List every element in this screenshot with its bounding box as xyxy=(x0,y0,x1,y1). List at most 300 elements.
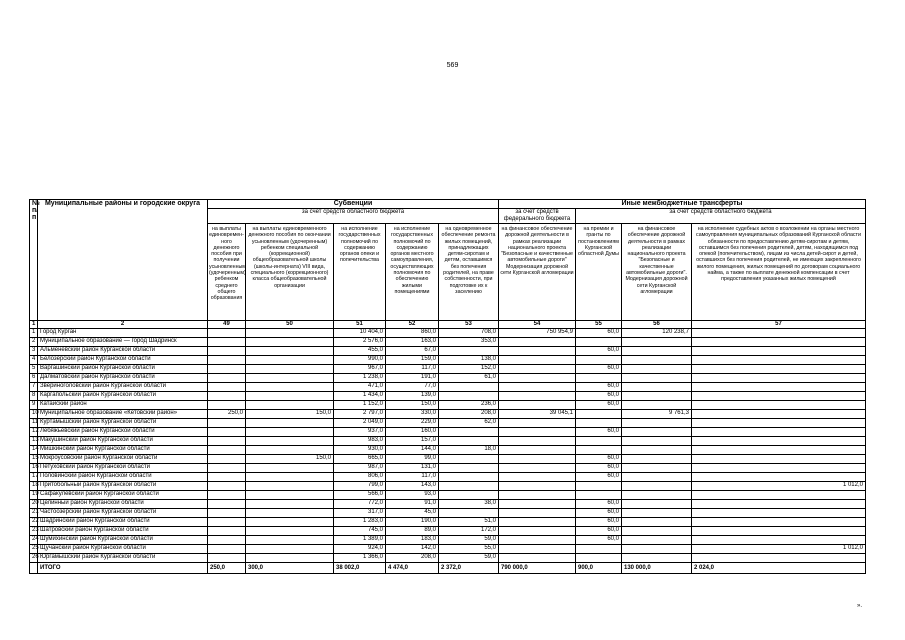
row-value-c55: 60,0 xyxy=(576,518,622,527)
row-value-c56 xyxy=(622,374,692,383)
row-value-c57 xyxy=(692,518,866,527)
row-value-c50 xyxy=(246,491,334,500)
header-desc-50: на выплаты единовременного денежного пособия по окончании усыновленным (удочеренным) ребенком специальной (коррекционной) общеобразовательной школы (школы-интерната) VIII вида, специального (коррекционного) класса общеобразовательной организации xyxy=(246,224,334,321)
row-index: 8 xyxy=(30,392,38,401)
row-value-c49 xyxy=(208,338,246,347)
row-value-c52: 142,0 xyxy=(386,545,439,554)
table-row xyxy=(30,392,866,401)
row-value-c50 xyxy=(246,464,334,473)
row-municipality-name: Половинский район Курганской области xyxy=(38,473,208,482)
row-value-c53: 152,0 xyxy=(439,365,499,374)
row-value-c51: 1 389,0 xyxy=(334,536,386,545)
row-value-c52: 117,0 xyxy=(386,473,439,482)
row-value-c50 xyxy=(246,329,334,338)
header-desc-57: на исполнение судебных актов о возложении на органы местного самоуправления муниципальных образований Курганской области обязанности по предоставлению детям-сиротам и детям, оставшимся без попечения родителей, детям, находящимся под опекой (попечительством), лицам из числа детей-сирот и детей, оставшихся без попечения родителей, не имеющих закрепленного жилого помещения, жилых помещений по договорам социального найма, а также по выплате денежной компенсации в счет предоставления указанных жилых помещений xyxy=(692,224,866,321)
row-value-c49 xyxy=(208,374,246,383)
row-value-c54 xyxy=(499,365,576,374)
row-value-c52: 150,0 xyxy=(386,401,439,410)
row-value-c52: 208,0 xyxy=(386,554,439,563)
total-row xyxy=(30,563,866,574)
row-value-c53: 59,0 xyxy=(439,554,499,563)
row-municipality-name: Шадринский район Курганской области xyxy=(38,518,208,527)
col-number-2: 2 xyxy=(38,321,208,329)
row-value-c49 xyxy=(208,419,246,428)
row-index: 16 xyxy=(30,464,38,473)
row-value-c52: 77,0 xyxy=(386,383,439,392)
row-value-c51: 1 152,0 xyxy=(334,401,386,410)
row-value-c57 xyxy=(692,401,866,410)
header-federal-budget: за счет средств федерального бюджета xyxy=(499,209,576,224)
row-value-c51: 566,0 xyxy=(334,491,386,500)
row-value-c57 xyxy=(692,491,866,500)
total-c52: 4 474,0 xyxy=(386,563,439,574)
row-value-c53 xyxy=(439,482,499,491)
row-value-c56: 9 761,3 xyxy=(622,410,692,419)
table-row xyxy=(30,374,866,383)
row-value-c51: 665,0 xyxy=(334,455,386,464)
row-value-c52: 157,0 xyxy=(386,437,439,446)
row-value-c56 xyxy=(622,545,692,554)
row-value-c56 xyxy=(622,356,692,365)
row-municipality-name: Мишкинский район Курганской области xyxy=(38,446,208,455)
row-value-c52: 229,0 xyxy=(386,419,439,428)
total-c56: 130 000,0 xyxy=(622,563,692,574)
row-value-c57 xyxy=(692,365,866,374)
col-number-57: 57 xyxy=(692,321,866,329)
table-row xyxy=(30,410,866,419)
row-value-c56 xyxy=(622,554,692,563)
budget-table xyxy=(29,199,866,574)
row-value-c52: 191,0 xyxy=(386,374,439,383)
row-value-c54 xyxy=(499,482,576,491)
row-municipality-name: Сафакулевский район Курганской области xyxy=(38,491,208,500)
col-number-1: 1 xyxy=(30,321,38,329)
closing-quote-mark: ». xyxy=(857,603,863,609)
row-value-c53: 208,0 xyxy=(439,410,499,419)
row-value-c49 xyxy=(208,509,246,518)
header-regional-budget-subsidies: за счет средств областного бюджета xyxy=(208,209,499,224)
row-value-c55: 60,0 xyxy=(576,455,622,464)
row-value-c52: 860,0 xyxy=(386,329,439,338)
row-value-c54 xyxy=(499,491,576,500)
row-value-c53 xyxy=(439,509,499,518)
total-c57: 2 024,0 xyxy=(692,563,866,574)
row-value-c50 xyxy=(246,347,334,356)
row-value-c54 xyxy=(499,545,576,554)
row-municipality-name: Щучанский район Курганской области xyxy=(38,545,208,554)
total-index xyxy=(30,563,38,574)
header-desc-54: на финансовое обеспечение дорожной деятельности в рамках реализации национального проекта "Безопасные и качественные автомобильные дороги" Модернизация дорожной сети Курганской агломерации xyxy=(499,224,576,321)
row-value-c57 xyxy=(692,347,866,356)
row-index: 18 xyxy=(30,482,38,491)
row-value-c50 xyxy=(246,338,334,347)
header-desc-53: на одновременное обеспечение ремонта жилых помещений, принадлежащих детям-сиротам и детям, оставшимся без попечения родителей, на праве собственности, при подготовке их к заселению xyxy=(439,224,499,321)
row-value-c56 xyxy=(622,383,692,392)
row-value-c56 xyxy=(622,491,692,500)
row-value-c53: 38,0 xyxy=(439,500,499,509)
row-value-c50 xyxy=(246,473,334,482)
row-value-c57 xyxy=(692,419,866,428)
row-value-c54 xyxy=(499,500,576,509)
row-value-c51: 455,0 xyxy=(334,347,386,356)
row-index: 2 xyxy=(30,338,38,347)
row-value-c57 xyxy=(692,554,866,563)
row-value-c50 xyxy=(246,365,334,374)
row-value-c57 xyxy=(692,473,866,482)
row-municipality-name: Мокроусовский район Курганской области xyxy=(38,455,208,464)
col-number-54: 54 xyxy=(499,321,576,329)
header-subsidies: Субвенции xyxy=(208,200,499,209)
row-value-c51: 937,0 xyxy=(334,428,386,437)
row-value-c55: 60,0 xyxy=(576,383,622,392)
row-value-c53: 138,0 xyxy=(439,356,499,365)
row-municipality-name: Звериноголовский район Курганской области xyxy=(38,383,208,392)
row-value-c52: 163,0 xyxy=(386,338,439,347)
header-desc-52: на исполнение государственных полномочий по содержанию органов местного самоуправления, осуществляющих полномочия по обеспечению жилыми помещениями xyxy=(386,224,439,321)
row-value-c54: 750 954,9 xyxy=(499,329,576,338)
row-value-c53 xyxy=(439,464,499,473)
row-value-c57 xyxy=(692,446,866,455)
row-value-c56 xyxy=(622,401,692,410)
row-value-c55: 60,0 xyxy=(576,392,622,401)
row-value-c51: 10 404,0 xyxy=(334,329,386,338)
row-value-c52: 183,0 xyxy=(386,536,439,545)
row-value-c49 xyxy=(208,473,246,482)
row-value-c51: 987,0 xyxy=(334,464,386,473)
row-value-c52: 89,0 xyxy=(386,527,439,536)
row-value-c56 xyxy=(622,437,692,446)
row-value-c53 xyxy=(439,392,499,401)
row-value-c49 xyxy=(208,329,246,338)
row-value-c51: 1 283,0 xyxy=(334,518,386,527)
row-index: 14 xyxy=(30,446,38,455)
row-value-c50 xyxy=(246,500,334,509)
row-value-c53: 59,0 xyxy=(439,536,499,545)
row-value-c52: 117,0 xyxy=(386,365,439,374)
row-value-c50 xyxy=(246,509,334,518)
row-value-c54 xyxy=(499,428,576,437)
row-value-c54 xyxy=(499,536,576,545)
row-value-c51: 745,0 xyxy=(334,527,386,536)
row-municipality-name: Притобольный район Курганской области xyxy=(38,482,208,491)
row-value-c54 xyxy=(499,347,576,356)
row-value-c55 xyxy=(576,491,622,500)
row-index: 4 xyxy=(30,356,38,365)
row-value-c56 xyxy=(622,338,692,347)
row-value-c53: 236,0 xyxy=(439,401,499,410)
row-value-c53 xyxy=(439,383,499,392)
row-value-c51: 772,0 xyxy=(334,500,386,509)
row-value-c57 xyxy=(692,410,866,419)
row-value-c53: 62,0 xyxy=(439,419,499,428)
row-value-c54 xyxy=(499,383,576,392)
row-value-c49 xyxy=(208,500,246,509)
row-value-c53: 708,0 xyxy=(439,329,499,338)
row-value-c55: 60,0 xyxy=(576,536,622,545)
row-value-c54: 39 045,1 xyxy=(499,410,576,419)
row-value-c52: 159,0 xyxy=(386,356,439,365)
total-c49: 250,0 xyxy=(208,563,246,574)
row-value-c51: 1 238,0 xyxy=(334,374,386,383)
col-number-55: 55 xyxy=(576,321,622,329)
row-value-c55 xyxy=(576,356,622,365)
row-value-c51: 806,0 xyxy=(334,473,386,482)
row-value-c50 xyxy=(246,428,334,437)
row-value-c57 xyxy=(692,536,866,545)
row-value-c54 xyxy=(499,392,576,401)
row-municipality-name: Лебяжьевский район Курганской области xyxy=(38,428,208,437)
row-value-c56 xyxy=(622,509,692,518)
row-municipality-name: Муниципальное образование — город Шадринск xyxy=(38,338,208,347)
table-row xyxy=(30,347,866,356)
row-value-c49 xyxy=(208,518,246,527)
row-value-c49 xyxy=(208,437,246,446)
row-value-c52: 190,0 xyxy=(386,518,439,527)
row-value-c55 xyxy=(576,437,622,446)
row-value-c52: 45,0 xyxy=(386,509,439,518)
row-value-c55 xyxy=(576,374,622,383)
row-value-c57 xyxy=(692,455,866,464)
row-value-c49 xyxy=(208,446,246,455)
header-desc-56: на финансовое обеспечение дорожной деятельности в рамках реализации национального проекта "Безопасные и качественные автомобильные дороги". Модернизация дорожной сети Курганской агломерации xyxy=(622,224,692,321)
row-index: 12 xyxy=(30,428,38,437)
table-row xyxy=(30,446,866,455)
row-value-c54 xyxy=(499,401,576,410)
row-value-c49 xyxy=(208,401,246,410)
row-value-c54 xyxy=(499,518,576,527)
row-index: 23 xyxy=(30,527,38,536)
header-desc-49: на выплаты единовремен-ного денежного пособия при получении усыновленным (удочеренным) ребенком среднего общего образования xyxy=(208,224,246,321)
row-index: 15 xyxy=(30,455,38,464)
row-value-c53 xyxy=(439,455,499,464)
row-value-c55: 60,0 xyxy=(576,509,622,518)
row-value-c49 xyxy=(208,554,246,563)
row-value-c52: 93,0 xyxy=(386,491,439,500)
header-desc-55: на премии и гранты по постановлениям Курганской областной Думы xyxy=(576,224,622,321)
row-value-c53 xyxy=(439,347,499,356)
row-value-c51: 1 434,0 xyxy=(334,392,386,401)
row-index: 20 xyxy=(30,500,38,509)
row-value-c49 xyxy=(208,491,246,500)
table-row xyxy=(30,491,866,500)
row-value-c51: 471,0 xyxy=(334,383,386,392)
row-value-c56 xyxy=(622,473,692,482)
row-value-c57 xyxy=(692,428,866,437)
row-value-c53 xyxy=(439,428,499,437)
row-value-c56 xyxy=(622,428,692,437)
row-value-c54 xyxy=(499,509,576,518)
row-value-c49 xyxy=(208,392,246,401)
page-number: 569 xyxy=(446,62,459,69)
row-value-c50 xyxy=(246,374,334,383)
row-value-c55: 60,0 xyxy=(576,401,622,410)
row-value-c53: 61,0 xyxy=(439,374,499,383)
row-value-c49 xyxy=(208,347,246,356)
row-municipality-name: Варгашинский район Курганской области xyxy=(38,365,208,374)
row-value-c56 xyxy=(622,536,692,545)
table-row xyxy=(30,365,866,374)
table-row xyxy=(30,329,866,338)
row-index: 5 xyxy=(30,365,38,374)
row-value-c55: 60,0 xyxy=(576,527,622,536)
table-row xyxy=(30,545,866,554)
row-municipality-name: Частоозерский район Курганской области xyxy=(38,509,208,518)
row-index: 25 xyxy=(30,545,38,554)
row-municipality-name: Катайский район xyxy=(38,401,208,410)
row-value-c54 xyxy=(499,437,576,446)
table-row xyxy=(30,473,866,482)
row-value-c49 xyxy=(208,383,246,392)
table-row xyxy=(30,383,866,392)
row-value-c53: 51,0 xyxy=(439,518,499,527)
table-row xyxy=(30,500,866,509)
col-number-52: 52 xyxy=(386,321,439,329)
row-index: 3 xyxy=(30,347,38,356)
row-value-c52: 91,0 xyxy=(386,500,439,509)
col-number-50: 50 xyxy=(246,321,334,329)
row-value-c50: 150,0 xyxy=(246,455,334,464)
row-municipality-name: Белозерский район Курганской области xyxy=(38,356,208,365)
row-value-c55 xyxy=(576,482,622,491)
total-label: ИТОГО xyxy=(38,563,208,574)
total-c54: 790 000,0 xyxy=(499,563,576,574)
row-value-c49 xyxy=(208,536,246,545)
col-number-49: 49 xyxy=(208,321,246,329)
row-value-c57 xyxy=(692,437,866,446)
row-value-c49: 250,0 xyxy=(208,410,246,419)
row-value-c56 xyxy=(622,527,692,536)
row-index: 19 xyxy=(30,491,38,500)
row-value-c50 xyxy=(246,518,334,527)
table-row xyxy=(30,419,866,428)
row-value-c57 xyxy=(692,338,866,347)
row-municipality-name: Далматовский район Курганской области xyxy=(38,374,208,383)
row-value-c51: 983,0 xyxy=(334,437,386,446)
row-value-c57 xyxy=(692,464,866,473)
row-value-c56 xyxy=(622,347,692,356)
row-value-c50: 150,0 xyxy=(246,410,334,419)
row-value-c53 xyxy=(439,491,499,500)
row-value-c55: 60,0 xyxy=(576,329,622,338)
row-value-c57: 1 012,0 xyxy=(692,545,866,554)
row-value-c51: 2 049,0 xyxy=(334,419,386,428)
row-value-c54 xyxy=(499,419,576,428)
table-row xyxy=(30,464,866,473)
header-other-transfers: Иные межбюджетные трансферты xyxy=(499,200,866,209)
row-value-c57 xyxy=(692,374,866,383)
row-value-c52: 330,0 xyxy=(386,410,439,419)
row-value-c50 xyxy=(246,383,334,392)
row-value-c49 xyxy=(208,365,246,374)
row-index: 17 xyxy=(30,473,38,482)
table-row xyxy=(30,428,866,437)
row-value-c57 xyxy=(692,383,866,392)
row-municipality-name: Город Курган xyxy=(38,329,208,338)
row-municipality-name: Альменевский район Курганской области xyxy=(38,347,208,356)
row-value-c55 xyxy=(576,554,622,563)
row-value-c54 xyxy=(499,446,576,455)
row-index: 6 xyxy=(30,374,38,383)
row-value-c51: 967,0 xyxy=(334,365,386,374)
row-value-c52: 160,0 xyxy=(386,428,439,437)
row-value-c53: 55,0 xyxy=(439,545,499,554)
row-value-c50 xyxy=(246,554,334,563)
table-row xyxy=(30,401,866,410)
row-value-c50 xyxy=(246,446,334,455)
row-value-c49 xyxy=(208,527,246,536)
row-municipality-name: Юргамышский район Курганской области xyxy=(38,554,208,563)
row-value-c52: 131,0 xyxy=(386,464,439,473)
row-municipality-name: Куртамышский район Курганской области xyxy=(38,419,208,428)
row-municipality-name: Целинный район Курганской области xyxy=(38,500,208,509)
table-row xyxy=(30,527,866,536)
table-row xyxy=(30,455,866,464)
row-value-c55: 60,0 xyxy=(576,428,622,437)
row-municipality-name: Петуховский район Курганской области xyxy=(38,464,208,473)
row-value-c55: 60,0 xyxy=(576,500,622,509)
row-value-c53: 172,0 xyxy=(439,527,499,536)
row-index: 13 xyxy=(30,437,38,446)
row-value-c54 xyxy=(499,356,576,365)
row-index: 7 xyxy=(30,383,38,392)
row-value-c56 xyxy=(622,392,692,401)
total-c51: 38 002,0 xyxy=(334,563,386,574)
row-value-c53: 18,0 xyxy=(439,446,499,455)
row-value-c51: 2 576,0 xyxy=(334,338,386,347)
row-value-c54 xyxy=(499,554,576,563)
header-regional-budget-transfers: за счет средств областного бюджета xyxy=(576,209,866,224)
row-value-c50 xyxy=(246,536,334,545)
row-value-c56 xyxy=(622,446,692,455)
row-value-c50 xyxy=(246,392,334,401)
row-value-c55 xyxy=(576,338,622,347)
total-c55: 900,0 xyxy=(576,563,622,574)
row-value-c51: 317,0 xyxy=(334,509,386,518)
row-index: 22 xyxy=(30,518,38,527)
row-value-c56 xyxy=(622,500,692,509)
row-municipality-name: Шатровский район Курганской области xyxy=(38,527,208,536)
row-value-c49 xyxy=(208,482,246,491)
row-municipality-name: Муниципальное образование «Кетовский район» xyxy=(38,410,208,419)
row-value-c54 xyxy=(499,464,576,473)
row-value-c56 xyxy=(622,482,692,491)
header-municipality: Муниципальные районы и городские округа xyxy=(38,200,208,321)
row-value-c57 xyxy=(692,392,866,401)
row-value-c56 xyxy=(622,518,692,527)
row-value-c53 xyxy=(439,437,499,446)
row-value-c50 xyxy=(246,356,334,365)
row-value-c49 xyxy=(208,428,246,437)
row-index: 1 xyxy=(30,329,38,338)
row-value-c51: 990,0 xyxy=(334,356,386,365)
row-municipality-name: Макушинский район Курганской области xyxy=(38,437,208,446)
row-municipality-name: Каргапольский район Курганской области xyxy=(38,392,208,401)
row-value-c55 xyxy=(576,410,622,419)
row-value-c51: 799,0 xyxy=(334,482,386,491)
row-value-c50 xyxy=(246,545,334,554)
row-value-c50 xyxy=(246,482,334,491)
table-body xyxy=(30,329,866,563)
row-value-c52: 139,0 xyxy=(386,392,439,401)
row-value-c51: 930,0 xyxy=(334,446,386,455)
header-desc-51: на исполнение государственных полномочий по содержанию органов опеки и попечительства xyxy=(334,224,386,321)
row-index: 26 xyxy=(30,554,38,563)
table-row xyxy=(30,338,866,347)
row-value-c55: 60,0 xyxy=(576,464,622,473)
row-value-c49 xyxy=(208,545,246,554)
col-number-56: 56 xyxy=(622,321,692,329)
row-value-c56 xyxy=(622,365,692,374)
